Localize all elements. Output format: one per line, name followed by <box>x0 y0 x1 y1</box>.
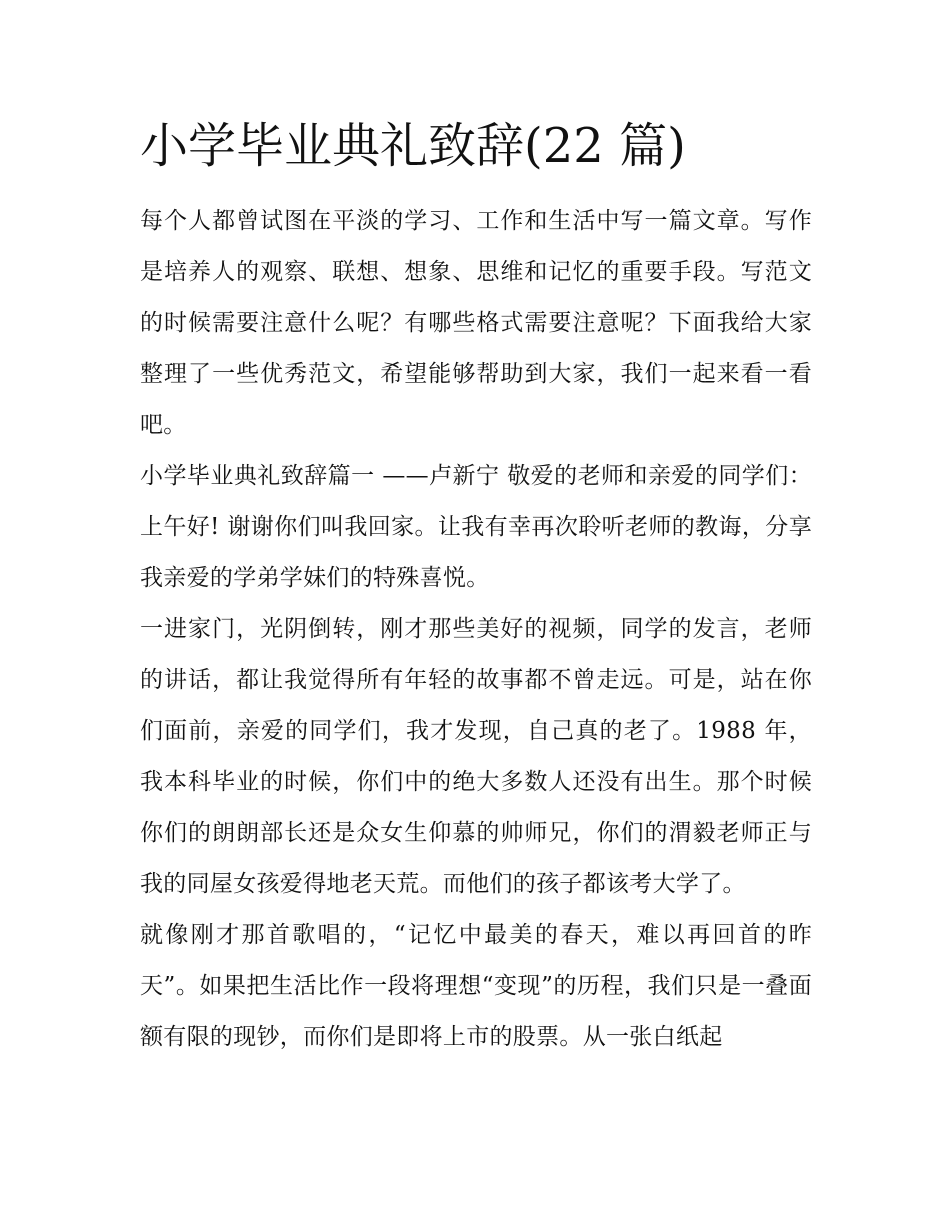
paragraph-song: 就像刚才那首歌唱的，“记忆中最美的春天，难以再回首的昨天”。如果把生活比作一段将理想“变现”的历程，我们只是一叠面额有限的现钞，而你们是即将上市的股票。从一张白纸起 <box>140 922 812 1050</box>
paragraph-intro: 每个人都曾试图在平淡的学习、工作和生活中写一篇文章。写作是培养人的观察、联想、想象、思维和记忆的重要手段。写范文的时候需要注意什么呢？有哪些格式需要注意呢？下面我给大家整理了一些优秀范文，希望能够帮助到大家，我们一起来看一看吧。 <box>140 208 812 438</box>
document-page <box>140 112 812 1063</box>
paragraph-memories: 一进家门，光阴倒转，刚才那些美好的视频，同学的发言，老师的讲话，都让我觉得所有年轻的故事都不曾走远。可是，站在你们面前，亲爱的同学们，我才发现，自己真的老了。1988 年，我本科毕业的时候，你们中的绝大多数人还没有出生。那个时候你们的朗朗部长还是众女生仰慕的帅师兄，你们的渭毅老师正与我的同屋女孩爱得地老天荒。而他们的孩子都该考大学了。 <box>140 616 812 897</box>
document-title: 小学毕业典礼致辞(22 篇) <box>140 118 686 174</box>
paragraph-speech-opening: 小学毕业典礼致辞篇一 ——卢新宁 敬爱的老师和亲爱的同学们： 上午好! 谢谢你们叫我回家。让我有幸再次聆听老师的教诲，分享我亲爱的学弟学妹们的特殊喜悦。 <box>140 463 812 591</box>
